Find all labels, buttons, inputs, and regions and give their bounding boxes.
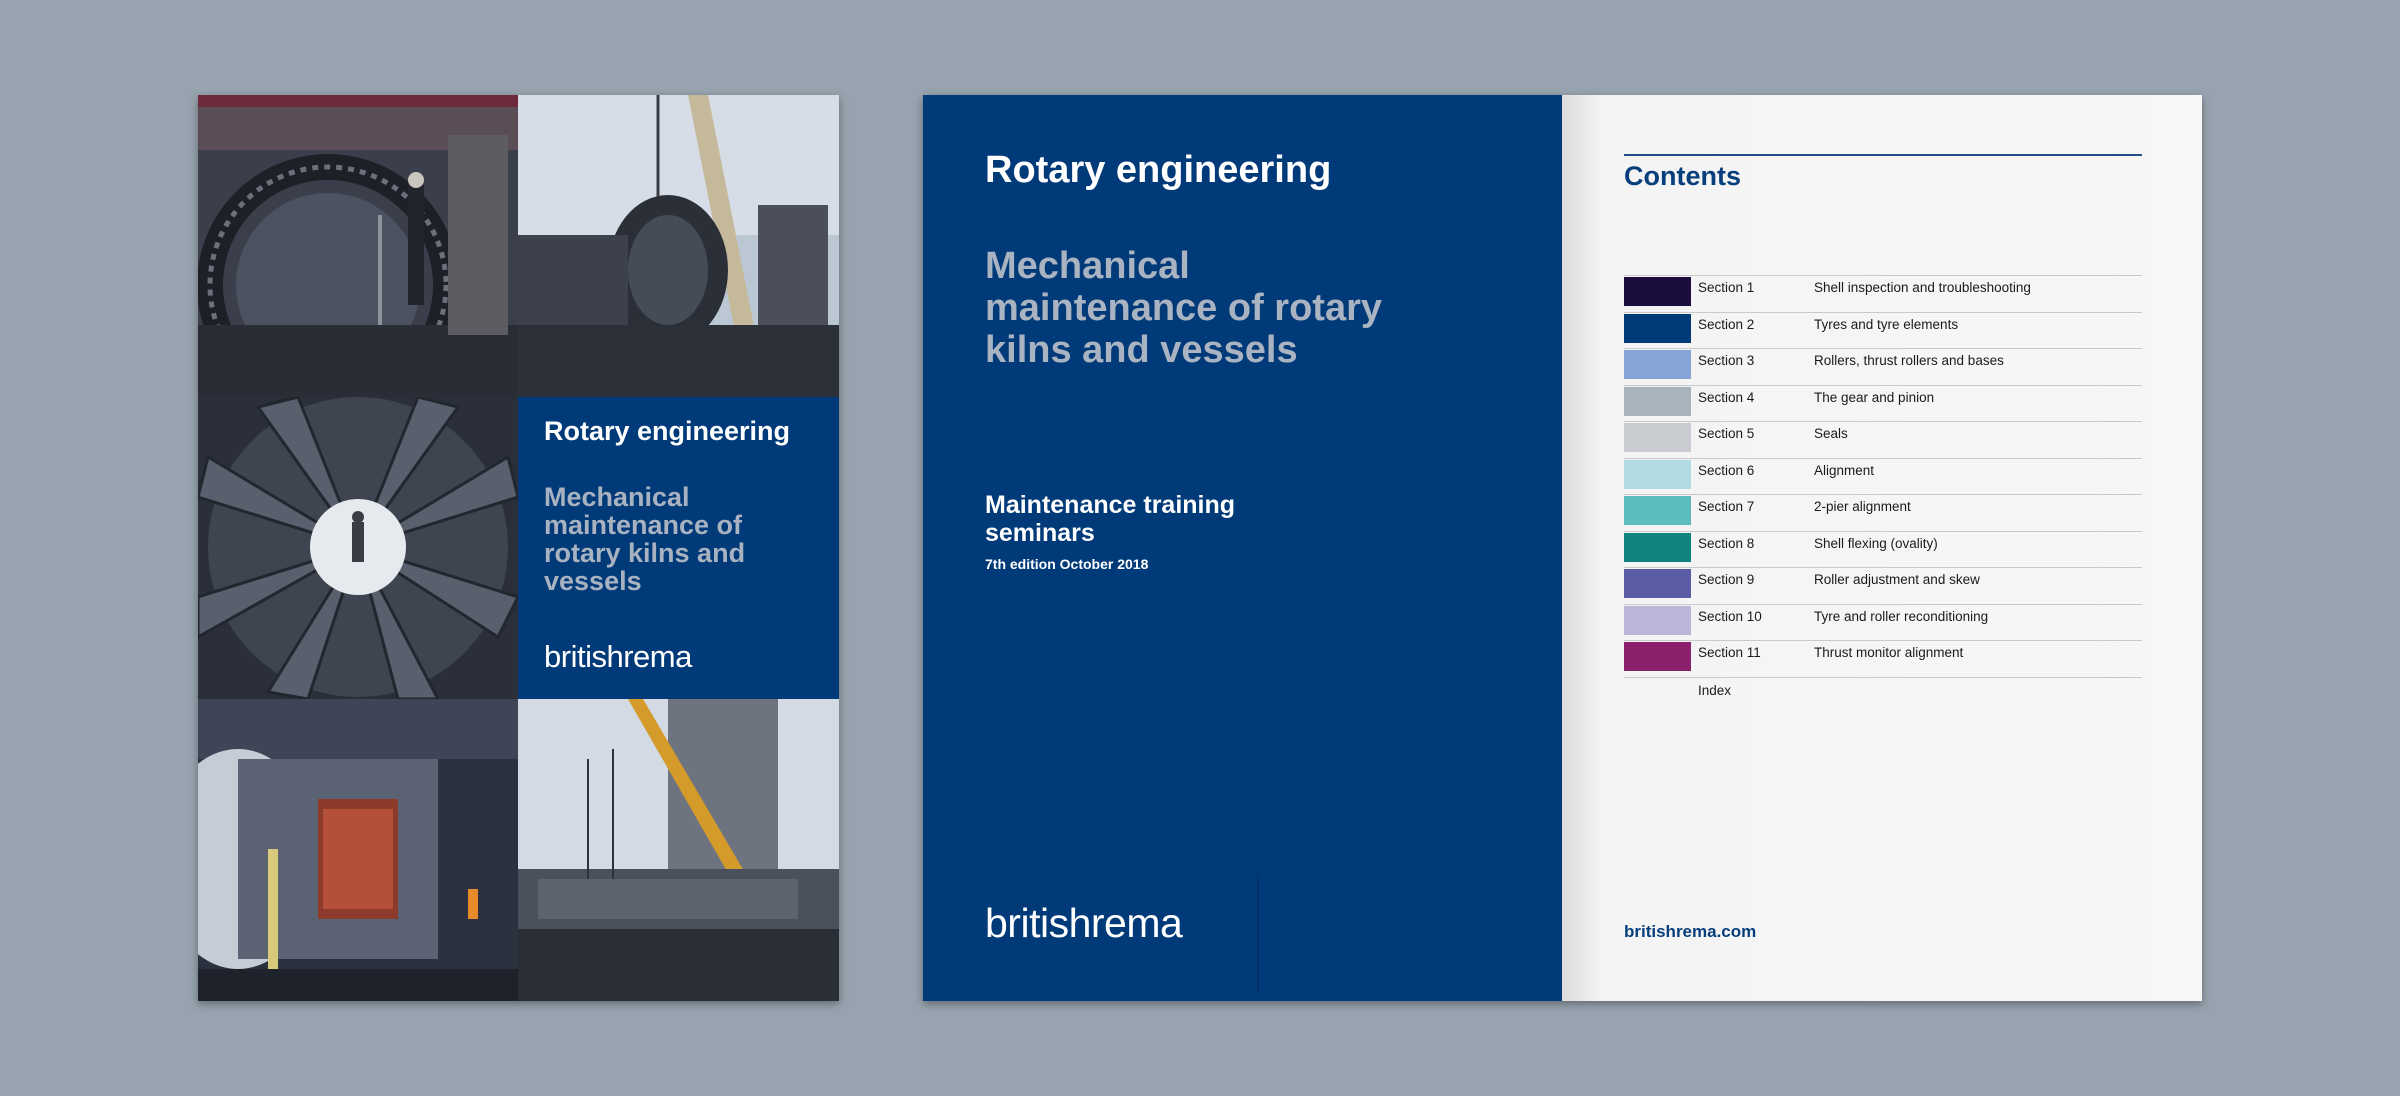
kiln-interior-photo [198, 397, 518, 699]
section-title: Shell flexing (ovality) [1814, 535, 1938, 551]
section-number: Section 6 [1698, 462, 1755, 478]
cover-title: Rotary engineering [544, 416, 791, 446]
contents-rule [1624, 154, 2142, 156]
section-color-swatch [1624, 387, 1691, 416]
toc-row [1624, 275, 2142, 312]
section-number: Section 1 [1698, 280, 1755, 295]
contents-heading: Contents [1624, 161, 1741, 191]
section-title: Seals [1814, 426, 1848, 441]
seminars-heading: Maintenance training seminars [985, 491, 1236, 547]
section-number: Section 2 [1698, 316, 1755, 332]
section-color-swatch [1624, 642, 1691, 671]
contents-list [1624, 275, 2142, 708]
section-number: Section 7 [1698, 499, 1755, 514]
cover-subtitle: Mechanical maintenance of rotary kilns and vessels [544, 482, 746, 596]
cover-title-panel [518, 397, 839, 699]
section-color-swatch [1624, 606, 1691, 635]
toc-row [1624, 421, 2142, 458]
edition-text: 7th edition October 2018 [985, 556, 1149, 572]
brochure-cover [198, 95, 839, 1001]
section-color-swatch [1624, 496, 1691, 525]
section-number: Section 5 [1698, 426, 1755, 441]
section-number: Section 9 [1698, 572, 1755, 587]
section-color-swatch [1624, 350, 1691, 379]
toc-row [1624, 312, 2142, 349]
section-color-swatch [1624, 460, 1691, 489]
toc-row [1624, 567, 2142, 604]
section-title: The gear and pinion [1814, 389, 1935, 405]
section-title: Alignment [1814, 462, 1875, 478]
section-color-swatch [1624, 314, 1691, 343]
toc-row [1624, 385, 2142, 422]
section-title: Tyres and tyre elements [1814, 316, 1959, 332]
toc-row [1624, 531, 2142, 568]
spread-subtitle: Mechanical maintenance of rotary kilns and vessels [985, 245, 1382, 371]
section-title: 2-pier alignment [1814, 499, 1911, 514]
toc-row [1624, 604, 2142, 641]
toc-row [1624, 640, 2142, 677]
section-title: Shell inspection and troubleshooting [1814, 280, 2031, 295]
section-title: Roller adjustment and skew [1814, 572, 1980, 587]
crane-lifting-tyre-photo [518, 95, 839, 397]
section-number: Section 8 [1698, 535, 1755, 551]
section-title: Thrust monitor alignment [1814, 645, 1964, 660]
spread-logo: britishrema [985, 900, 1183, 946]
spread-title: Rotary engineering [985, 149, 1332, 191]
section-number: Section 10 [1698, 608, 1762, 624]
spread-title-page [923, 95, 1562, 1001]
fold-shadow [1257, 875, 1259, 995]
contents-page [1562, 95, 2202, 1001]
website-link[interactable]: britishrema.com [1624, 922, 1757, 941]
section-color-swatch [1624, 423, 1691, 452]
section-color-swatch [1624, 533, 1691, 562]
brochure-spread [923, 95, 2202, 1001]
section-title: Tyre and roller reconditioning [1814, 608, 1989, 624]
section-color-swatch [1624, 569, 1691, 598]
section-number: Section 3 [1698, 353, 1755, 368]
section-number: Section 4 [1698, 389, 1755, 405]
kiln-girth-gear-photo [198, 95, 518, 397]
kiln-platform-photo [198, 699, 518, 1001]
section-number: Section 11 [1698, 645, 1761, 660]
toc-row [1624, 494, 2142, 531]
section-title: Rollers, thrust rollers and bases [1814, 353, 2004, 368]
toc-index-row [1624, 677, 2142, 708]
toc-row [1624, 458, 2142, 495]
section-color-swatch [1624, 277, 1691, 306]
cover-logo: britishrema [544, 639, 692, 674]
crane-kiln-lift-photo [518, 699, 839, 1001]
toc-row [1624, 348, 2142, 385]
index-label: Index [1698, 682, 1732, 698]
